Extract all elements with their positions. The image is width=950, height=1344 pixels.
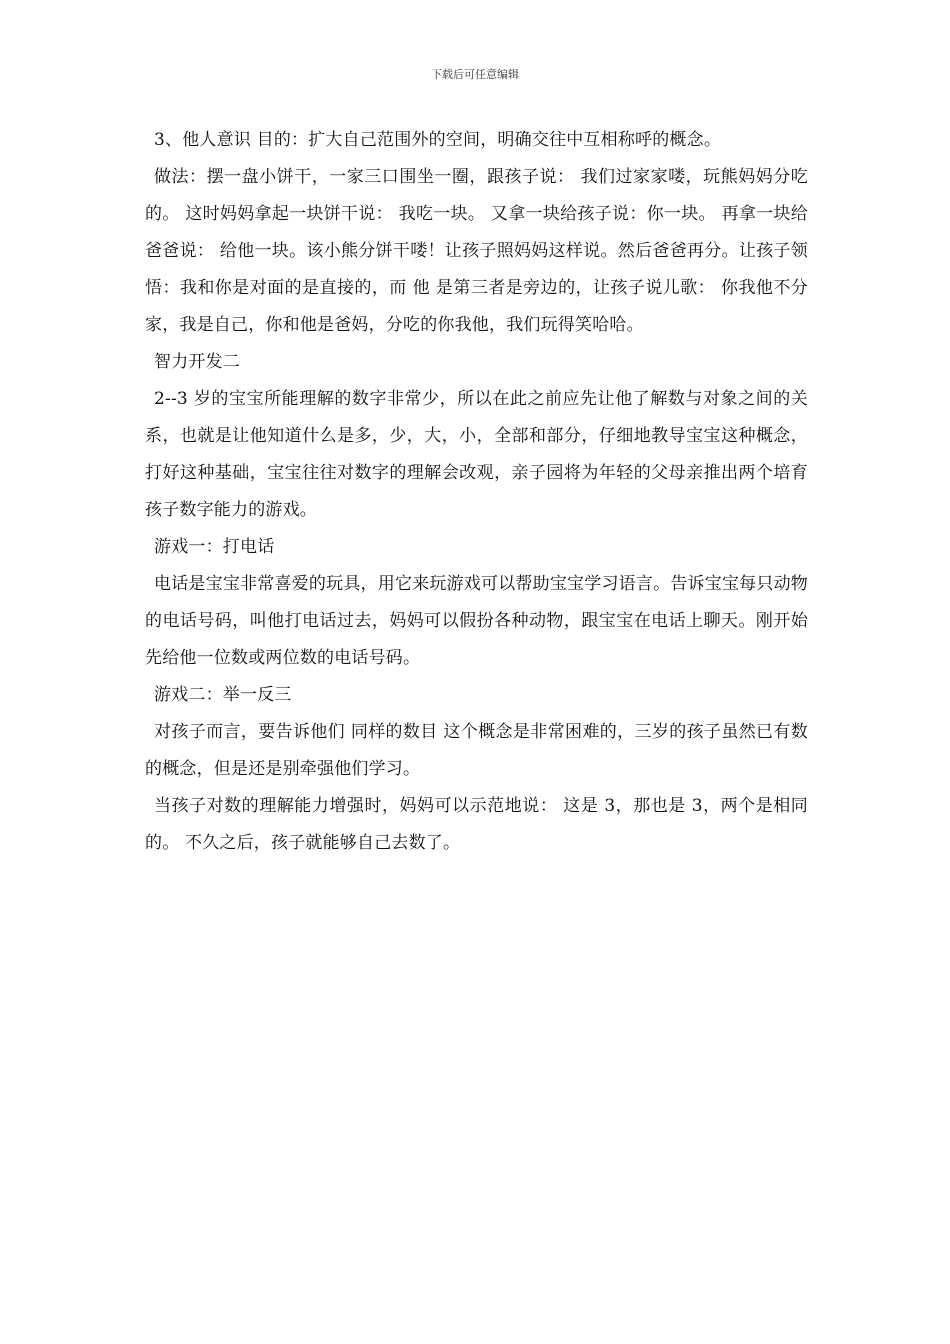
section-heading-game-2: 游戏二：举一反三 — [154, 685, 292, 705]
paragraph-game-2-b: 当孩子对数的理解能力增强时，妈妈可以示范地说： 这是 3，那也是 3，两个是相同的。 不久之后，孩子就能够自己去数了。 — [145, 796, 808, 853]
paragraph-number-intro: 2--3 岁的宝宝所能理解的数字非常少，所以在此之前应先让他了解数与对象之间的关系，也就是让他知道什么是多，少，大，小，全部和部分，仔细地教导宝宝这种概念，打好这种基础，宝宝往往对数字的理解会改观，亲子园将为年轻的父母亲推出两个培育孩子数字能力的游戏。 — [145, 389, 808, 520]
paragraph-game-1: 电话是宝宝非常喜爱的玩具，用它来玩游戏可以帮助宝宝学习语言。告诉宝宝每只动物的电话号码，叫他打电话过去，妈妈可以假扮各种动物，跟宝宝在电话上聊天。刚开始先给他一位数或两位数的电话号码。 — [145, 574, 808, 668]
header-note: 下载后可任意编辑 — [431, 68, 519, 81]
paragraph-method: 做法：摆一盘小饼干，一家三口围坐一圈，跟孩子说： 我们过家家喽，玩熊妈妈分吃的。 这时妈妈拿起一块饼干说： 我吃一块。 又拿一块给孩子说：你一块。 再拿一块给爸爸说： 给他一块。该小熊分饼干喽！让孩子照妈妈这样说。然后爸爸再分。让孩子领悟：我和你是对面的是直接的，而 他 是第三者是旁边的，让孩子说儿歌： 你我他不分家，我是自己，你和他是爸妈，分吃的你我他，我们玩得笑哈哈。 — [145, 167, 808, 335]
paragraph-game-2-a: 对孩子而言，要告诉他们 同样的数目 这个概念是非常困难的，三岁的孩子虽然已有数的概念，但是还是别牵强他们学习。 — [145, 722, 808, 779]
section-heading-intelligence-2: 智力开发二 — [154, 352, 240, 372]
paragraph-other-awareness: 3、他人意识 目的：扩大自己范围外的空间，明确交往中互相称呼的概念。 — [154, 130, 722, 150]
section-heading-game-1: 游戏一：打电话 — [154, 537, 275, 557]
document-body — [145, 122, 808, 862]
